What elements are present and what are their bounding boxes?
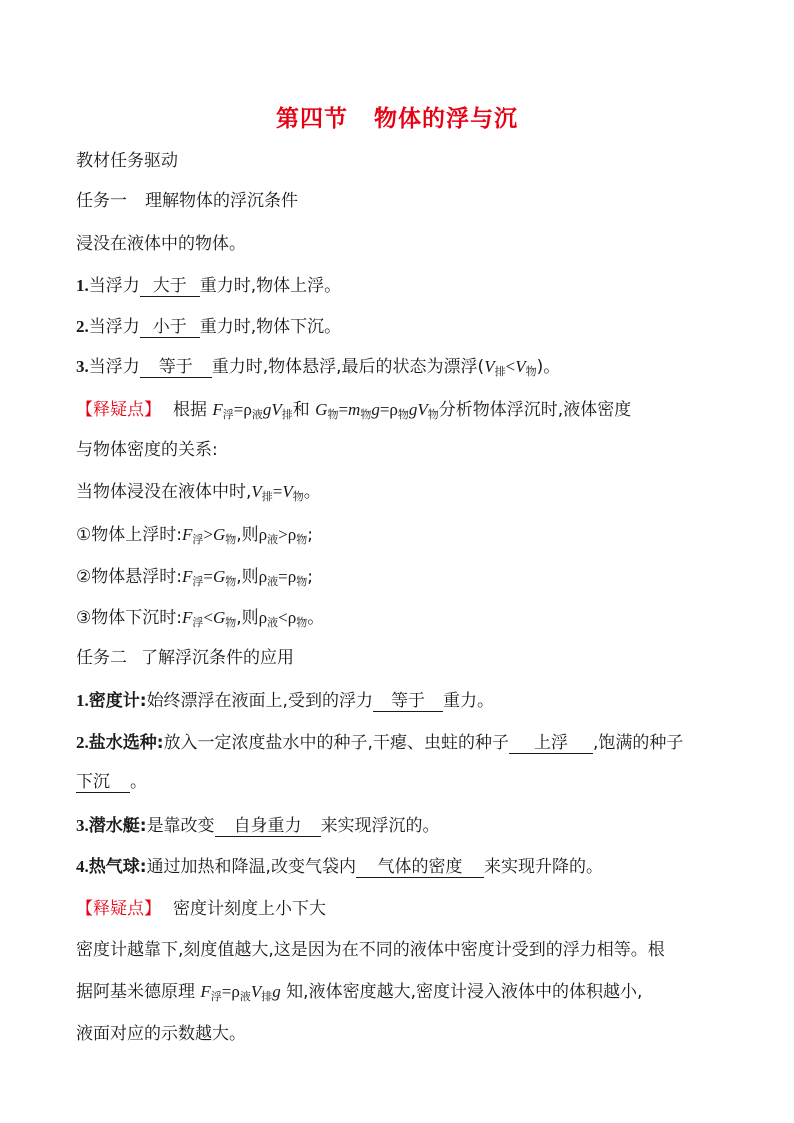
task1-item-3: 3.当浮力 等于 重力时,物体悬浮,最后的状态为漂浮$(V_排<V_物)$。 (76, 357, 561, 378)
section-heading: 教材任务驱动 (76, 151, 178, 171)
answer-blank: 下沉 (76, 772, 130, 793)
answer-blank: 上浮 (509, 733, 593, 754)
title-section-number: 第四节 (276, 106, 348, 132)
task2-salt-line2: 下沉 。 (76, 772, 147, 792)
note2-para-line3: 液面对应的示数越大。 (76, 1024, 246, 1044)
task2-salt-line1: 2.盐水选种:放入一定浓度盐水中的种子,干瘪、虫蛀的种子 上浮 ,饱满的种子 (76, 733, 684, 753)
answer-blank: 小于 (140, 317, 200, 338)
task1-item-2: 2.当浮力 小于 重力时,物体下沉。 (76, 317, 342, 337)
page-title (0, 100, 794, 133)
note1-line3: 当物体浸没在液体中时$,V_排=V_物$。 (76, 482, 321, 503)
answer-blank: 气体的密度 (356, 857, 484, 878)
task1-intro: 浸没在液体中的物体。 (76, 234, 246, 254)
note2-para-line2: 据阿基米德原理 $F_浮=\rho_液V_排g$ 知,液体密度越大,密度计浸入液体中的体积越小, (76, 982, 643, 1003)
answer-blank: 等于 (373, 691, 443, 712)
note1-line1: 【释疑点】 根据 $F_浮=\rho_液gV_排$和 $G_物=m_物g=\rho_物gV_物$分析物体浮沉时,液体密度 (76, 400, 632, 421)
title-topic: 物体的浮与沉 (374, 106, 518, 132)
case-rise: ①物体上浮时$:F_浮>G_物$,则$\rho_液>\rho_物$; (76, 525, 313, 546)
answer-blank: 等于 (140, 357, 212, 378)
case-sink: ③物体下沉时$:F_浮<G_物$,则$\rho_液<\rho_物$。 (76, 608, 325, 629)
case-suspend: ②物体悬浮时$:F_浮=G_物$,则$\rho_液=\rho_物$; (76, 567, 313, 588)
answer-blank: 自身重力 (215, 816, 321, 837)
note2-para-line1: 密度计越靠下,刻度值越大,这是因为在不同的液体中密度计受到的浮力相等。根 (76, 940, 665, 960)
note-tag: 【释疑点】 (76, 400, 161, 420)
note1-line2: 与物体密度的关系: (76, 440, 218, 460)
task2-hydrometer: 1.密度计:始终漂浮在液面上,受到的浮力 等于 重力。 (76, 691, 494, 711)
task2-submarine: 3.潜水艇:是靠改变 自身重力 来实现浮沉的。 (76, 816, 440, 836)
task1-heading: 任务一 理解物体的浮沉条件 (76, 191, 298, 211)
note-tag: 【释疑点】 (76, 899, 161, 919)
task2-heading: 任务二 了解浮沉条件的应用 (76, 648, 294, 668)
task1-item-1: 1.当浮力 大于 重力时,物体上浮。 (76, 276, 342, 296)
answer-blank: 大于 (140, 276, 200, 297)
task2-balloon: 4.热气球:通过加热和降温,改变气袋内 气体的密度 来实现升降的。 (76, 857, 603, 877)
note2-heading: 【释疑点】 密度计刻度上小下大 (76, 899, 326, 919)
